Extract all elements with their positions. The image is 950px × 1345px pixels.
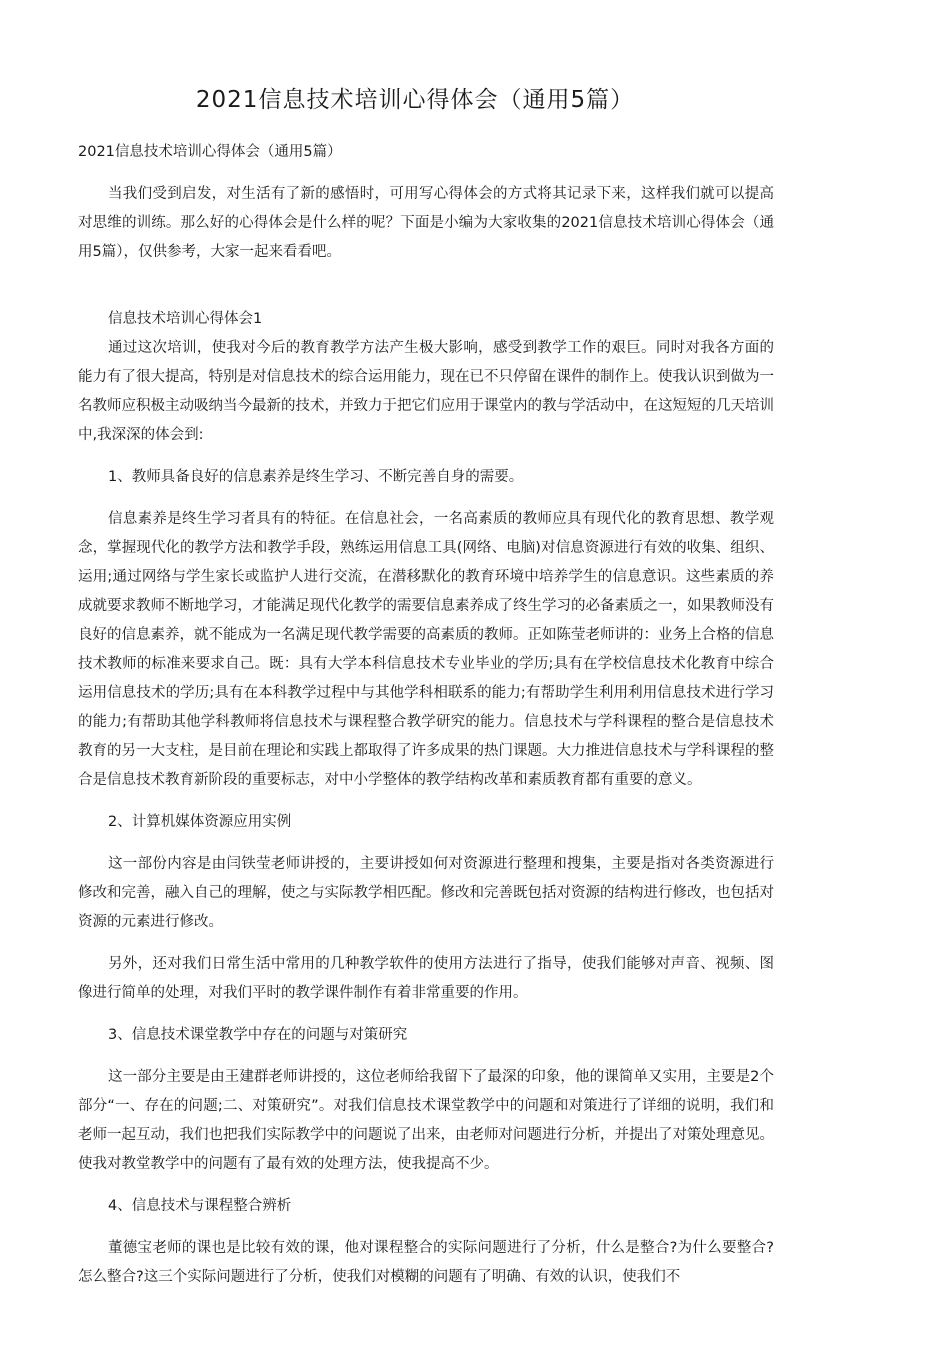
paragraph-3: 这一部份内容是由闫铁莹老师讲授的，主要讲授如何对资源进行整理和搜集，主要是指对各类资源进行修改和完善，融入自己的理解，使之与实际教学相匹配。修改和完善既包括对资源的结构进行修改，也包括对资源的元素进行修改。: [78, 856, 774, 930]
paragraph-6: 董德宝老师的课也是比较有效的课，他对课程整合的实际问题进行了分析，什么是整合?为什么要整合?怎么整合?这三个实际问题进行了分析，使我们对模糊的问题有了明确、有效的认识，使我们不: [78, 1240, 774, 1285]
document-subtitle: 2021信息技术培训心得体会（通用5篇）: [78, 144, 342, 160]
subheading-1: 1、教师具备良好的信息素养是终生学习、不断完善自身的需要。: [108, 469, 524, 485]
intro-paragraph: 当我们受到启发，对生活有了新的感悟时，可用写心得体会的方式将其记录下来，这样我们就可以提高对思维的训练。那么好的心得体会是什么样的呢？下面是小编为大家收集的2021信息技术培训心得体会（通用5篇），仅供参考，大家一起来看看吧。: [78, 186, 774, 260]
paragraph-4: 另外，还对我们日常生活中常用的几种教学软件的使用方法进行了指导，使我们能够对声音、视频、图像进行简单的处理，对我们平时的教学课件制作有着非常重要的作用。: [78, 956, 774, 1001]
subheading-4: 4、信息技术与课程整合辨析: [108, 1198, 292, 1214]
document-body: [78, 138, 774, 1305]
section-heading-1: 信息技术培训心得体会1: [108, 311, 263, 327]
subheading-3: 3、信息技术课堂教学中存在的问题与对策研究: [108, 1027, 408, 1043]
paragraph-5: 这一部分主要是由王建群老师讲授的，这位老师给我留下了最深的印象，他的课简单又实用，主要是2个部分“一、存在的问题;二、对策研究”。对我们信息技术课堂教学中的问题和对策进行了详细的说明，我们和老师一起互动，我们也把我们实际教学中的问题说了出来，由老师对问题进行分析，并提出了对策处理意见。使我对教堂教学中的问题有了最有效的处理方法，使我提高不少。: [78, 1069, 774, 1172]
paragraph-2: 信息素养是终生学习者具有的特征。在信息社会，一名高素质的教师应具有现代化的教育思想、教学观念，掌握现代化的教学方法和教学手段，熟练运用信息工具(网络、电脑)对信息资源进行有效的收集、组织、运用;通过网络与学生家长或监护人进行交流，在潜移默化的教育环境中培养学生的信息意识。这些素质的养成就要求教师不断地学习，才能满足现代化教学的需要信息素养成了终生学习的必备素质之一，如果教师没有良好的信息素养，就不能成为一名满足现代教学需要的高素质的教师。正如陈莹老师讲的：业务上合格的信息技术教师的标准来要求自己。既：具有大学本科信息技术专业毕业的学历;具有在学校信息技术化教育中综合运用信息技术的学历;具有在本科教学过程中与其他学科相联系的能力;有帮助学生利用利用信息技术进行学习的能力;有帮助其他学科教师将信息技术与课程整合教学研究的能力。信息技术与学科课程的整合是信息技术教育的另一大支柱，是目前在理论和实践上都取得了许多成果的热门课题。大力推进信息技术与学科课程的整合是信息技术教育新阶段的重要标志，对中小学整体的教学结构改革和素质教育都有重要的意义。: [78, 511, 774, 788]
paragraph-1: 通过这次培训，使我对今后的教育教学方法产生极大影响，感受到教学工作的艰巨。同时对我各方面的能力有了很大提高，特别是对信息技术的综合运用能力，现在已不只停留在课件的制作上。使我认识到做为一名教师应积极主动吸纳当今最新的技术，并致力于把它们应用于课堂内的教与学活动中，在这短短的几天培训中,我深深的体会到:: [78, 340, 774, 443]
document-title: 2021信息技术培训心得体会（通用5篇）: [195, 87, 635, 113]
subheading-2: 2、计算机媒体资源应用实例: [108, 814, 292, 830]
